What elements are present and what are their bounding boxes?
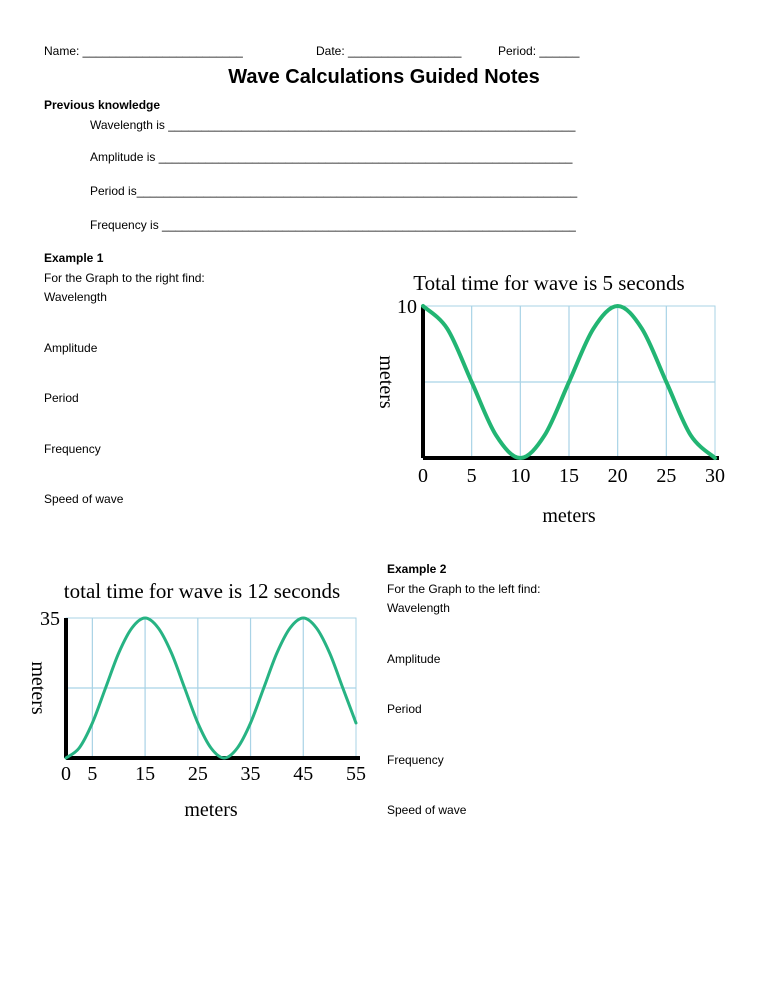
x-tick-label: 0 bbox=[61, 763, 71, 785]
y-axis-label: meters bbox=[27, 661, 49, 715]
y-tick-label: 35 bbox=[40, 608, 60, 630]
x-axis-label: meters bbox=[542, 505, 596, 527]
example2-item-speed: Speed of wave bbox=[387, 803, 467, 817]
example1-item-period: Period bbox=[44, 391, 79, 405]
example2-intro: For the Graph to the left find: bbox=[387, 582, 541, 596]
example1-item-amplitude: Amplitude bbox=[44, 341, 98, 355]
x-tick-label: 15 bbox=[559, 465, 579, 487]
x-tick-label: 25 bbox=[656, 465, 677, 487]
example2-item-wavelength: Wavelength bbox=[387, 601, 450, 615]
wave-chart-example2 bbox=[20, 570, 372, 830]
x-tick-label: 20 bbox=[607, 465, 628, 487]
example1-item-speed: Speed of wave bbox=[44, 492, 124, 506]
frequency-definition-line: Frequency is ______________________________________________________________ bbox=[90, 218, 576, 232]
wavelength-definition-line: Wavelength is _____________________________________________________________ bbox=[90, 118, 576, 132]
example2-heading: Example 2 bbox=[387, 562, 447, 576]
x-tick-label: 0 bbox=[418, 465, 428, 487]
wave-chart-example1 bbox=[360, 262, 730, 534]
example1-heading: Example 1 bbox=[44, 251, 104, 265]
example2-item-frequency: Frequency bbox=[387, 753, 444, 767]
x-tick-label: 10 bbox=[510, 465, 531, 487]
x-tick-label: 30 bbox=[705, 465, 725, 487]
previous-knowledge-heading: Previous knowledge bbox=[44, 98, 161, 112]
example2-item-amplitude: Amplitude bbox=[387, 652, 441, 666]
period-definition-line: Period is__________________________________________________________________ bbox=[90, 184, 578, 198]
x-tick-label: 55 bbox=[346, 763, 366, 785]
x-tick-label: 5 bbox=[87, 763, 98, 785]
x-tick-label: 35 bbox=[240, 763, 261, 785]
chart-title: total time for wave is 12 seconds bbox=[63, 579, 341, 603]
period-field: Period: ______ bbox=[498, 44, 580, 58]
example1-item-wavelength: Wavelength bbox=[44, 290, 107, 304]
chart-title: Total time for wave is 5 seconds bbox=[413, 271, 685, 295]
name-field: Name: ________________________ bbox=[44, 44, 243, 58]
example1-intro: For the Graph to the right find: bbox=[44, 271, 205, 285]
y-axis-label: meters bbox=[375, 355, 397, 409]
page-title: Wave Calculations Guided Notes bbox=[228, 66, 540, 88]
example1-item-frequency: Frequency bbox=[44, 442, 101, 456]
y-tick-label: 10 bbox=[397, 296, 417, 318]
date-field: Date: _________________ bbox=[316, 44, 462, 58]
x-tick-label: 45 bbox=[293, 763, 314, 785]
example2-item-period: Period bbox=[387, 702, 422, 716]
x-tick-label: 25 bbox=[187, 763, 208, 785]
amplitude-definition-line: Amplitude is ______________________________________________________________ bbox=[90, 150, 573, 164]
x-axis-label: meters bbox=[184, 799, 238, 821]
x-tick-label: 5 bbox=[466, 465, 477, 487]
x-tick-label: 15 bbox=[135, 763, 156, 785]
